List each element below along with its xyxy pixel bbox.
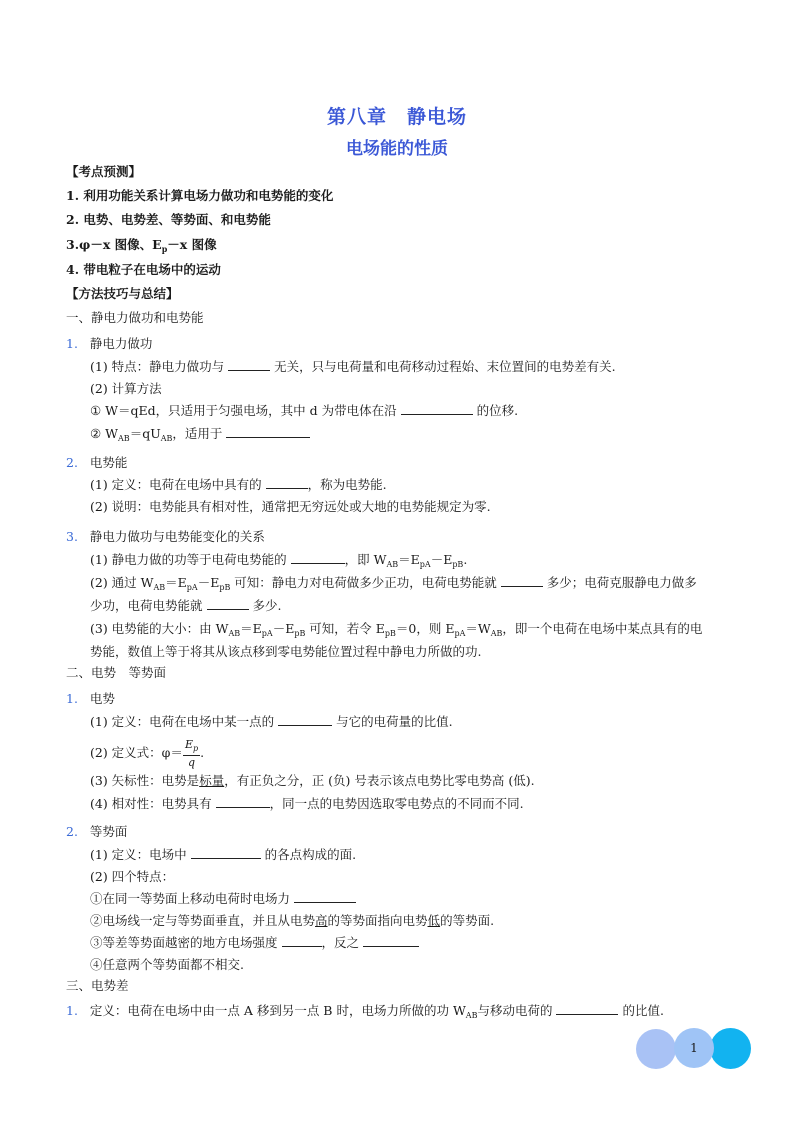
page-badge-circle-right (710, 1028, 751, 1069)
blank (363, 934, 419, 947)
blank (291, 551, 345, 564)
item-5-heading: 2. 等势面 (66, 824, 128, 839)
item-3-line-1: (1) 静电力做的功等于电荷电势能的 ，即 $W_{AB}=E_{pA}-E_{pB}$. (90, 552, 468, 569)
item-1-line-1: (1) 特点：静电力做功与 无关，只与电荷量和电荷移动过程始、末位置间的电势差有关. (90, 359, 616, 374)
section-subtitle: 电场能的性质 (346, 139, 448, 159)
item-5-line-5: ③等差等势面越密的地方电场强度 ，反之 (90, 934, 419, 952)
blank (501, 574, 543, 587)
forecast-item-3: 3.φ－x 图像、$E_p-x$ 图像 (66, 237, 217, 254)
item-6-line-1: 1. 定义：电荷在电场中由一点 A 移到另一点 B 时，电场力所做的功 $W_{AB}$与移动电荷的 的比值. (66, 1003, 664, 1020)
section-1-heading: 一、静电力做功和电势能 (66, 310, 204, 325)
blank (278, 713, 332, 726)
item-5-line-4: ②电场线一定与等势面垂直，并且从电势高的等势面指向电势低的等势面. (90, 913, 495, 928)
blank (207, 597, 249, 610)
page-badge-circle-left (636, 1029, 676, 1069)
item-4-heading: 1. 电势 (66, 691, 115, 706)
item-5-line-3: ①在同一等势面上移动电荷时电场力 (90, 890, 356, 908)
forecast-heading: 【考点预测】 (66, 164, 142, 179)
item-4-line-1: (1) 定义：电荷在电场中某一点的 与它的电荷量的比值. (90, 714, 453, 729)
item-4-line-4: (4) 相对性：电势具有 ，同一点的电势因选取零电势点的不同而不同. (90, 796, 524, 811)
section-2-heading: 二、电势 等势面 (66, 665, 167, 680)
item-3-heading: 3. 静电力做功与电势能变化的关系 (66, 529, 265, 544)
forecast-item-2: 2. 电势、电势差、等势面、和电势能 (66, 212, 271, 227)
item-3-line-5: 势能，数值上等于将其从该点移到零电势能位置过程中静电力所做的功. (90, 644, 482, 659)
blank (191, 846, 261, 859)
item-1-line-2: (2) 计算方法 (90, 381, 162, 396)
item-3-line-3: 少功，电荷电势能就 多少. (90, 598, 282, 613)
blank (266, 476, 308, 489)
chapter-title: 第八章 静电场 (326, 106, 467, 128)
item-1-line-3: ① W＝qEd，只适用于匀强电场，其中 d 为带电体在沿 的位移. (90, 403, 519, 418)
blank (282, 934, 322, 947)
item-3-line-4: (3) 电势能的大小：由 $W_{AB}=E_{pA}-E_{pB}$ 可知，若令 $E_{pB}=0$，则 $E_{pA}=W_{AB}$，即一个电荷在电场中某点具有的电 (90, 621, 703, 638)
blank (294, 890, 356, 903)
item-2-line-1: (1) 定义：电荷在电场中具有的 ，称为电势能. (90, 477, 387, 492)
item-4-line-2: (2) 定义式：φ＝ $\frac{E_p}{q}$ . (90, 738, 205, 769)
item-2-heading: 2. 电势能 (66, 455, 128, 470)
forecast-item-4: 4. 带电粒子在电场中的运动 (66, 262, 221, 277)
section-3-heading: 三、电势差 (66, 978, 129, 993)
item-5-line-2: (2) 四个特点： (90, 869, 175, 884)
forecast-item-1: 1. 利用功能关系计算电场力做功和电势能的变化 (66, 188, 334, 203)
item-5-line-6: ④任意两个等势面都不相交. (90, 957, 244, 972)
item-4-line-3: (3) 矢标性：电势是标量，有正负之分，正 (负) 号表示该点电势比零电势高 (低). (90, 773, 535, 788)
item-1-line-4: ② $W_{AB}=qU_{AB}$，适用于 (90, 425, 310, 448)
blank (226, 425, 310, 438)
item-1-heading: 1. 静电力做功 (66, 336, 153, 351)
page-number-badge (674, 1028, 714, 1068)
item-2-line-2: (2) 说明：电势能具有相对性，通常把无穷远处或大地的电势能规定为零. (90, 499, 491, 514)
blank (228, 358, 270, 371)
blank (401, 402, 473, 415)
item-5-line-1: (1) 定义：电场中 的各点构成的面. (90, 847, 357, 862)
page-number: 1 (690, 1041, 698, 1055)
blank (216, 795, 270, 808)
methods-heading: 【方法技巧与总结】 (66, 286, 179, 301)
formula-fraction: $\frac{E_p}{q}$ (184, 738, 199, 769)
item-3-line-2: (2) 通过 $W_{AB}=E_{pA}-E_{pB}$ 可知：静电力对电荷做多少正功，电荷电势能就 多少；电荷克服静电力做多 (90, 575, 697, 592)
blank (556, 1002, 618, 1015)
